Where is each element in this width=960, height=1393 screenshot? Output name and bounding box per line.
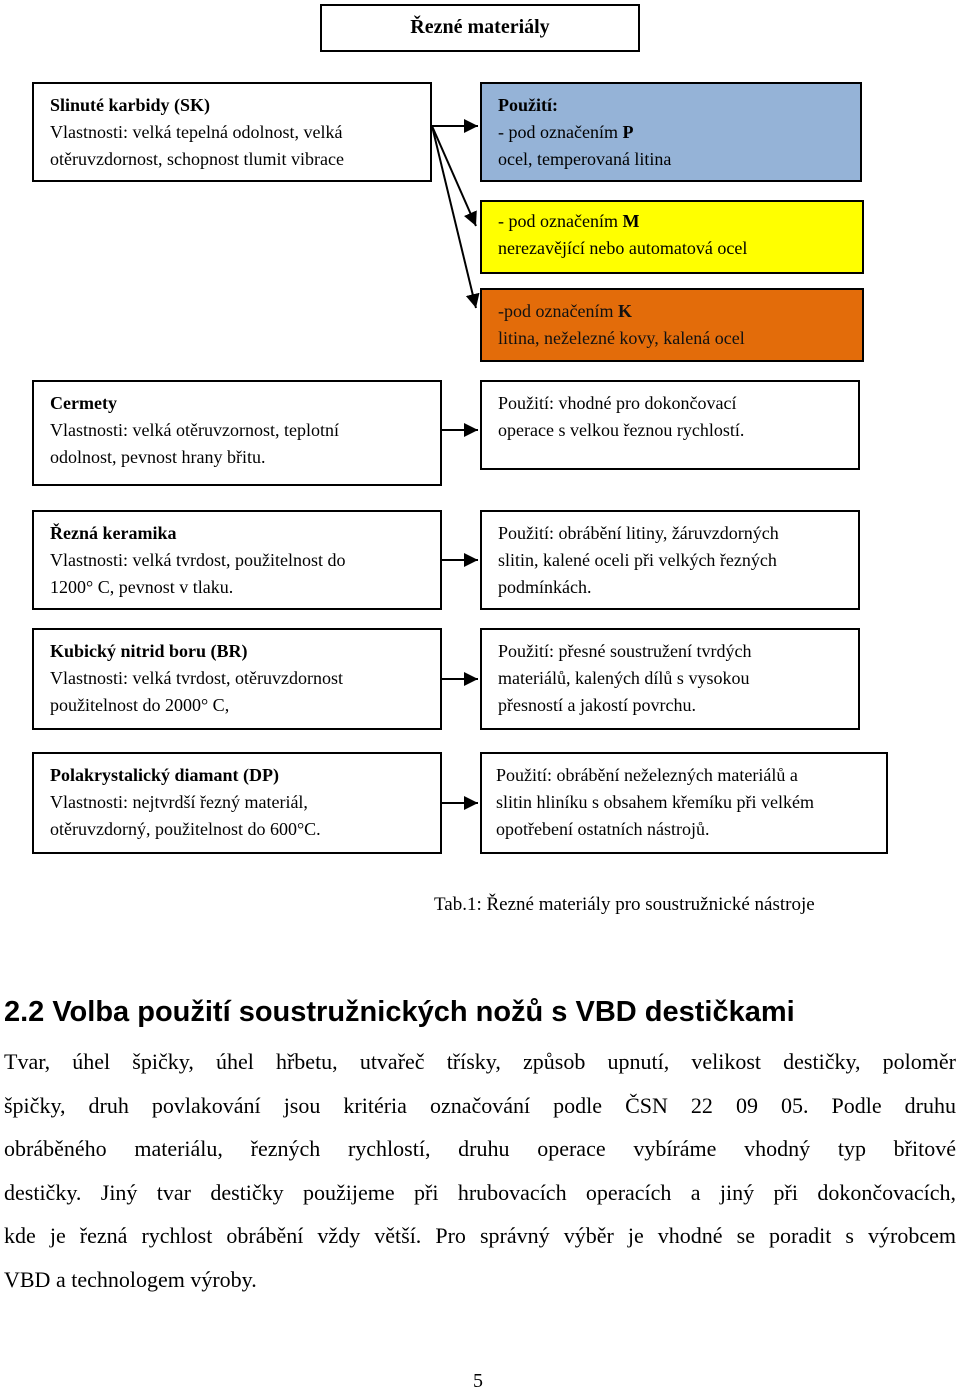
bn-props-line: použitelnost do 2000° C,	[50, 695, 230, 715]
bn-use-line: materiálů, kalených dílů s vysokou	[498, 668, 750, 688]
group-k-code: K	[617, 301, 632, 321]
paragraph-line: destičky. Jiný tvar destičky použijeme při hrubovacích operacích a jiný při dokončovacích,	[4, 1179, 956, 1205]
cermets-use-line: Použití: vhodné pro dokončovací	[498, 393, 737, 413]
arrow-carbides-to-k	[432, 126, 476, 308]
group-p-prefix: - pod označením	[498, 122, 623, 142]
paragraph-line: Tvar, úhel špičky, úhel hřbetu, utvařeč třísky, způsob upnutí, velikost destičky, poloměr	[4, 1049, 956, 1074]
dp-use-line: opotřebení ostatních nástrojů.	[496, 819, 710, 839]
group-m-desc: nerezavějící nebo automatová ocel	[498, 238, 748, 258]
paragraph-line: kde je řezná rychlost obrábění vždy větší. Pro správný výběr je vhodné se poradit s výrobcem	[4, 1223, 956, 1248]
ceramics-use-line: slitin, kalené oceli při velkých řezných	[498, 550, 777, 570]
cermets-use-line: operace s velkou řeznou rychlostí.	[498, 420, 745, 440]
ceramics-name: Řezná keramika	[50, 523, 177, 543]
section-heading: 2.2 Volba použití soustružnických nožů s VBD destičkami	[4, 996, 795, 1028]
carbides-props-line: otěruvzdornost, schopnost tlumit vibrace	[50, 149, 344, 169]
bn-name: Kubický nitrid boru (BR)	[50, 641, 248, 661]
arrow-carbides-to-m	[432, 126, 476, 226]
group-k-desc: litina, neželezné kovy, kalená ocel	[498, 328, 745, 348]
cermets-name: Cermety	[50, 393, 117, 413]
group-m-prefix: - pod označením	[498, 211, 623, 231]
page-title: Řezné materiály	[410, 16, 550, 38]
paragraph-line: obráběného materiálu, řezných rychlostí, druhu operace vybíráme vhodný typ břitové	[4, 1136, 956, 1161]
page-number: 5	[473, 1370, 483, 1392]
dp-use-line: slitin hliníku s obsahem křemíku při velkém	[496, 792, 814, 812]
table-caption: Tab.1: Řezné materiály pro soustružnické nástroje	[434, 894, 815, 915]
group-p-code: P	[622, 122, 634, 142]
body-paragraph	[4, 1040, 956, 1301]
ceramics-use-line: Použití: obrábění litiny, žáruvzdorných	[498, 523, 779, 543]
paragraph-line: špičky, druh povlakování jsou kritéria označování podle ČSN 22 09 05. Podle druhu	[4, 1092, 956, 1118]
ceramics-props-line: Vlastnosti: velká tvrdost, použitelnost do	[50, 550, 346, 570]
dp-use-line: Použití: obrábění neželezných materiálů a	[496, 765, 798, 785]
group-p-desc: ocel, temperovaná litina	[498, 149, 672, 169]
dp-props-line: Vlastnosti: nejtvrdší řezný materiál,	[50, 792, 308, 812]
dp-name: Polakrystalický diamant (DP)	[50, 765, 279, 785]
group-p-header: Použití:	[498, 95, 558, 115]
group-k-prefix: -pod označením	[498, 301, 618, 321]
ceramics-props-line: 1200° C, pevnost v tlaku.	[50, 577, 234, 597]
cermets-props-line: Vlastnosti: velká otěruvzornost, teplotní	[50, 420, 339, 440]
ceramics-use-line: podmínkách.	[498, 577, 592, 597]
group-m-code: M	[622, 211, 640, 231]
bn-use-line: přesností a jakostí povrchu.	[498, 695, 696, 715]
dp-props-line: otěruvzdorný, použitelnost do 600°C.	[50, 819, 321, 839]
bn-props-line: Vlastnosti: velká tvrdost, otěruvzdornost	[50, 668, 343, 688]
bn-use-line: Použití: přesné soustružení tvrdých	[498, 641, 752, 661]
carbides-props-line: Vlastnosti: velká tepelná odolnost, velká	[50, 122, 343, 142]
paragraph-line: VBD a technologem výroby.	[4, 1266, 257, 1292]
carbides-name: Slinuté karbidy (SK)	[50, 95, 211, 115]
cermets-props-line: odolnost, pevnost hrany břitu.	[50, 447, 266, 467]
